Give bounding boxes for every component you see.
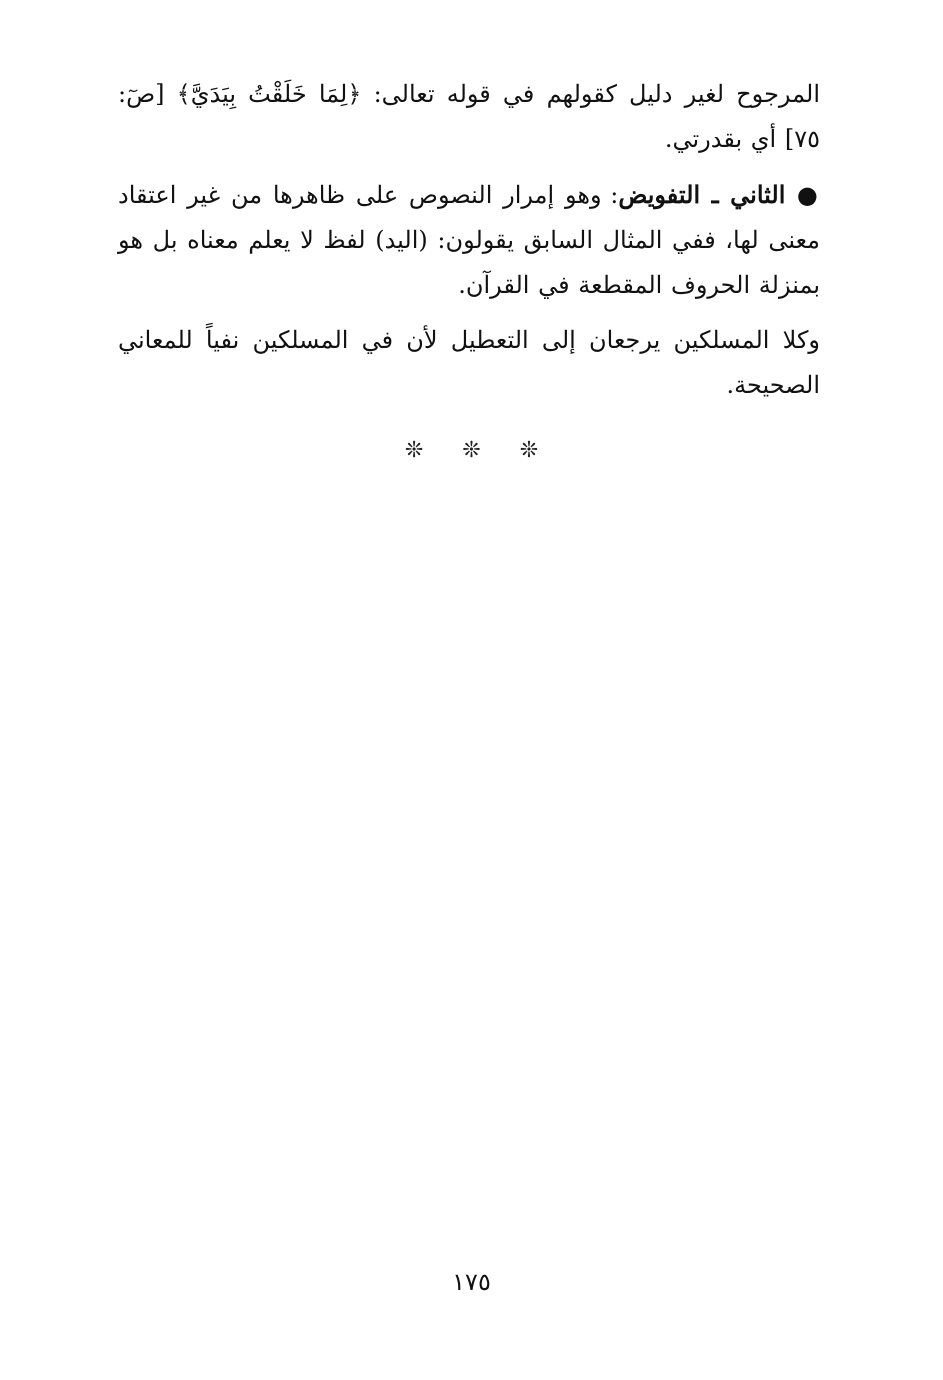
- body-text: [118, 72, 820, 418]
- asterism-icon: ❊: [519, 438, 539, 463]
- page-number: ١٧٥: [452, 1268, 491, 1296]
- quran-verse: ﴿لِمَا خَلَقْتُ بِيَدَيَّ﴾: [176, 80, 362, 108]
- section-separator: [0, 438, 943, 463]
- paragraph-3-text: وكلا المسلكين يرجعان إلى التعطيل لأن في المسلكين نفياً للمعاني الصحيحة.: [118, 326, 820, 399]
- paragraph-2: [118, 172, 820, 308]
- paragraph-1-text-a: المرجوح لغير دليل كقولهم في قوله تعالى:: [361, 80, 821, 108]
- bullet-icon: ●: [785, 180, 820, 209]
- paragraph-2-heading: الثاني ـ التفويض: [618, 180, 786, 209]
- paragraph-1-text-b: [صٓ: ٧٥] أي بقدرتي.: [118, 80, 820, 153]
- asterism-icon: ❊: [404, 438, 424, 463]
- paragraph-2-text: : وهو إمرار النصوص على ظاهرها من غير اعتقاد معنى لها، ففي المثال السابق يقولون: (اليد) لفظ لا يعلم معناه بل هو بمنزلة الحروف المقطعة في القرآن.: [118, 181, 820, 299]
- asterism-icon: ❊: [462, 438, 481, 463]
- paragraph-1: [118, 72, 820, 162]
- paragraph-3: [118, 318, 820, 408]
